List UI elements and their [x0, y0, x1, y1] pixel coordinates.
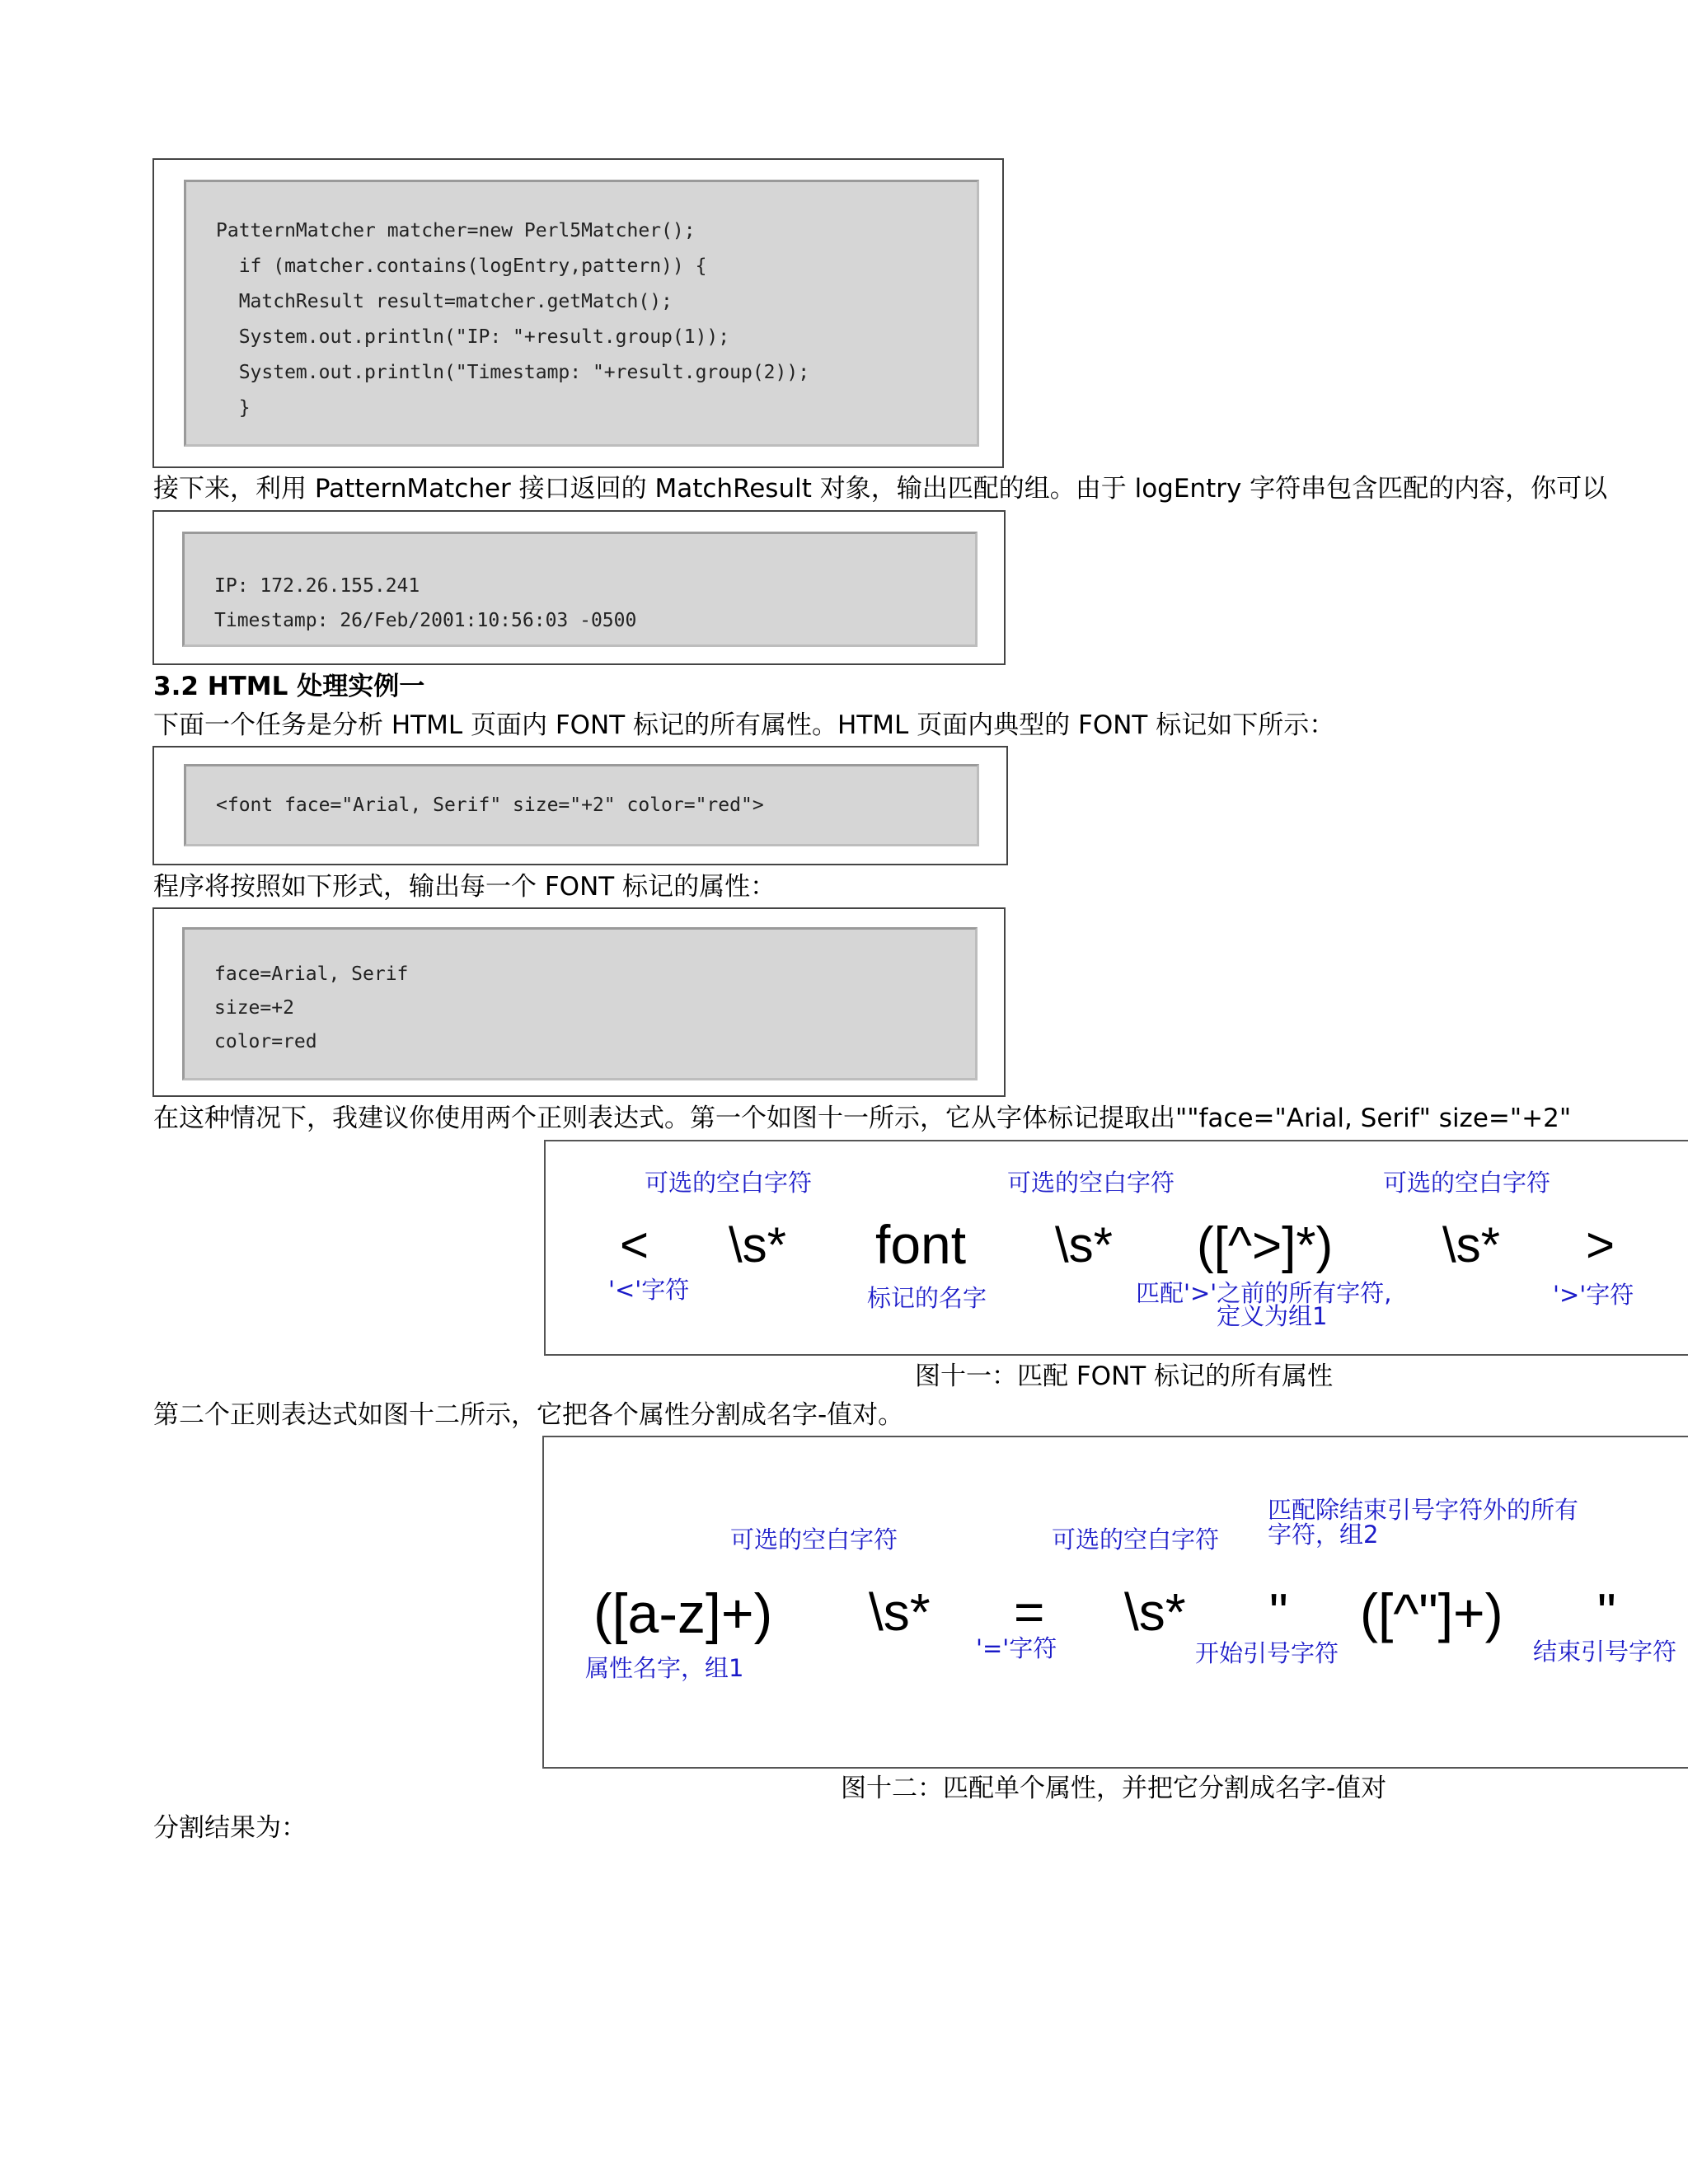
fig12-label-open-quote: 开始引号字符 [1195, 1639, 1339, 1667]
fig12-token-ws-1: \s* [869, 1582, 931, 1642]
fig11-label-group1-b: 定义为组1 [1217, 1302, 1328, 1330]
fig12-label-close-quote: 结束引号字符 [1533, 1638, 1677, 1666]
code-line: PatternMatcher matcher=new Perl5Matcher(); [216, 220, 696, 241]
paragraph-5: 第二个正则表达式如图十二所示，它把各个属性分割成名字-值对。 [153, 1400, 904, 1430]
code-line: MatchResult result=matcher.getMatch(); [216, 291, 673, 312]
fig11-token-gt: > [1586, 1217, 1615, 1272]
fig12-label-attr: 属性名字，组1 [585, 1654, 744, 1682]
fig11-label-gt: '>'字符 [1553, 1281, 1634, 1309]
fig12-token-group2: ([^"]+) [1360, 1582, 1503, 1643]
code-block-4-inner [182, 927, 978, 1080]
fig12-label-group2-a: 匹配除结束引号字符外的所有 [1268, 1496, 1579, 1524]
fig11-token-group: ([^>]*) [1197, 1217, 1334, 1274]
code-line: <font face="Arial, Serif" size="+2" color="red"> [216, 794, 764, 816]
code-line: face=Arial, Serif [214, 963, 409, 985]
code-block-3-text [216, 788, 764, 823]
code-line: System.out.println("Timestamp: "+result.group(2)); [216, 362, 810, 383]
paragraph-2: 下面一个任务是分析 HTML 页面内 FONT 标记的所有属性。HTML 页面内典型的 FONT 标记如下所示： [153, 710, 1335, 740]
code-line: if (matcher.contains(logEntry,pattern)) { [216, 255, 707, 277]
code-line: color=red [214, 1031, 317, 1052]
paragraph-6: 分割结果为： [153, 1813, 307, 1843]
code-line: } [216, 397, 251, 419]
fig12-label-whitespace-2: 可选的空白字符 [1052, 1526, 1220, 1554]
code-block-2-inner [182, 532, 978, 647]
code-line: Timestamp: 26/Feb/2001:10:56:03 -0500 [214, 610, 637, 631]
fig11-label-lt: '<'字符 [608, 1276, 690, 1304]
figure-11-diagram [544, 1140, 1688, 1356]
fig11-token-ws-1: \s* [729, 1217, 787, 1272]
code-line: size=+2 [214, 997, 294, 1019]
fig12-label-group2-b: 字符，组2 [1268, 1521, 1379, 1549]
code-block-4-text [214, 958, 408, 1059]
fig11-label-whitespace-2: 可选的空白字符 [1007, 1169, 1175, 1197]
fig11-label-name: 标记的名字 [867, 1284, 987, 1312]
paragraph-4: 在这种情况下，我建议你使用两个正则表达式。第一个如图十一所示，它从字体标记提取出""face="Arial, Serif" size="+2" [153, 1104, 1572, 1133]
paragraph-3: 程序将按照如下形式，输出每一个 FONT 标记的属性： [153, 872, 776, 902]
code-block-1 [152, 158, 1004, 468]
fig12-label-eq: '='字符 [976, 1634, 1057, 1662]
fig11-token-lt: < [620, 1217, 649, 1272]
fig12-token-eq: = [1014, 1582, 1045, 1642]
fig11-label-whitespace-1: 可选的空白字符 [645, 1169, 813, 1197]
fig12-token-close-quote: " [1597, 1582, 1616, 1642]
fig11-token-ws-2: \s* [1055, 1217, 1114, 1272]
fig12-token-ws-2: \s* [1124, 1582, 1186, 1642]
fig12-token-open-quote: " [1269, 1582, 1288, 1642]
code-block-1-text [216, 213, 809, 426]
figure-11-caption: 图十一：匹配 FONT 标记的所有属性 [915, 1361, 1334, 1391]
fig12-label-whitespace-1: 可选的空白字符 [730, 1526, 898, 1554]
figure-12-diagram [542, 1436, 1688, 1769]
code-block-2-text [214, 569, 636, 638]
fig11-token-font: font [875, 1214, 967, 1275]
code-line: IP: 172.26.155.241 [214, 575, 420, 597]
fig11-label-group1-a: 匹配'>'之前的所有字符, [1136, 1279, 1392, 1307]
figure-12-caption: 图十二：匹配单个属性，并把它分割成名字-值对 [841, 1774, 1387, 1803]
code-block-3 [152, 746, 1008, 865]
code-block-3-inner [184, 764, 979, 846]
code-block-4 [152, 907, 1006, 1097]
code-line: System.out.println("IP: "+result.group(1)); [216, 326, 730, 348]
paragraph-1: 接下来，利用 PatternMatcher 接口返回的 MatchResult 对象，输出匹配的组。由于 logEntry 字符串包含匹配的内容，你可以 [153, 474, 1608, 504]
fig11-label-whitespace-3: 可选的空白字符 [1383, 1169, 1551, 1197]
fig11-token-ws-3: \s* [1442, 1217, 1501, 1272]
code-block-1-inner [184, 180, 979, 447]
section-heading: 3.2 HTML 处理实例一 [153, 672, 425, 701]
fig12-token-attr: ([a-z]+) [593, 1582, 773, 1645]
code-block-2 [152, 510, 1006, 665]
